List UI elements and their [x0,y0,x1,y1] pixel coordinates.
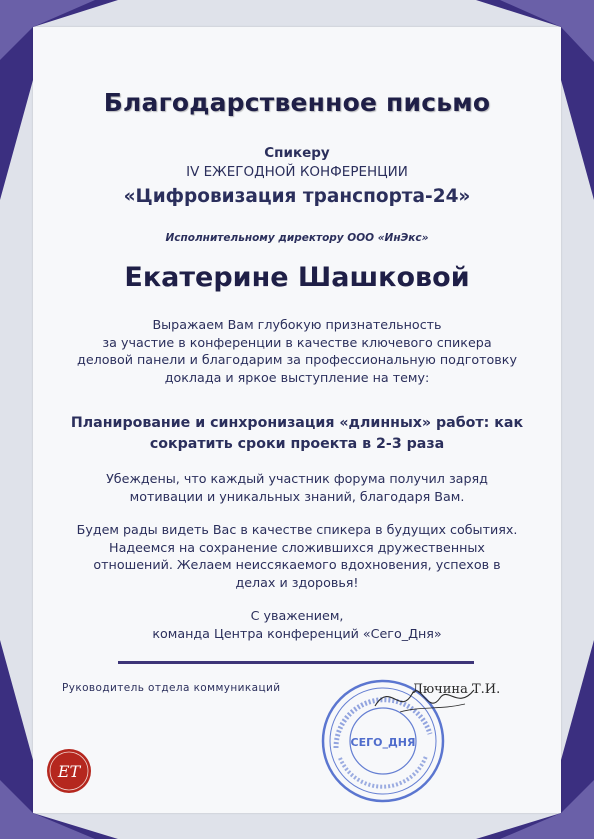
topic-line: сократить сроки проекта в 2-3 раза [149,436,445,452]
talk-topic [0,413,594,455]
closing-line: С уважением, [250,608,344,623]
gratitude-line: Выражаем Вам глубокую признательность [152,317,442,332]
gratitude-line: доклада и яркое выступление на тему: [164,369,430,385]
wishes-paragraph [0,521,594,591]
logo-monogram: ЕТ [57,762,81,781]
wishes-line: Надеемся на сохранение сложившихся дружественных [109,539,485,555]
letter-title: Благодарственное письмо [103,88,491,117]
conviction-line: Убеждены, что каждый участник форума получил заряд [106,471,488,486]
wishes-line: отношений. Желаем неиссякаемого вдохновения, успехов в [93,557,501,572]
closing [0,607,594,642]
stamp-text: СЕГО_ДНЯ [350,736,416,749]
recipient-line-2: IV ЕЖЕГОДНОЙ КОНФЕРЕНЦИИ [186,164,408,180]
wishes-line: делах и здоровья! [235,574,359,590]
topic-line: Планирование и синхронизация «длинных» работ: как [70,415,524,431]
conviction-line: мотивации и уникальных знаний, благодаря Вам. [129,488,465,504]
closing-line: команда Центра конференций «Сего_Дня» [152,625,442,641]
conviction-paragraph [0,470,594,505]
organizer-logo [46,748,92,794]
gratitude-paragraph [0,316,594,386]
conference-name: «Цифровизация транспорта-24» [123,186,471,207]
recipient-line-1: Спикеру [264,145,330,161]
signatory-title: Руководитель отдела коммуникаций [62,682,281,694]
divider-line [118,661,474,664]
gratitude-line: за участие в конференции в качестве ключевого спикера [102,334,492,350]
gratitude-line: деловой панели и благодарим за профессиональную подготовку [77,352,517,367]
recipient-name: Екатерине Шашковой [124,262,470,293]
recipient-position: Исполнительному директору ООО «ИнЭкс» [165,232,429,244]
signatory-name: Лючина Т.И. [412,682,501,697]
wishes-line: Будем рады видеть Вас в качестве спикера в будущих событиях. [76,522,518,537]
